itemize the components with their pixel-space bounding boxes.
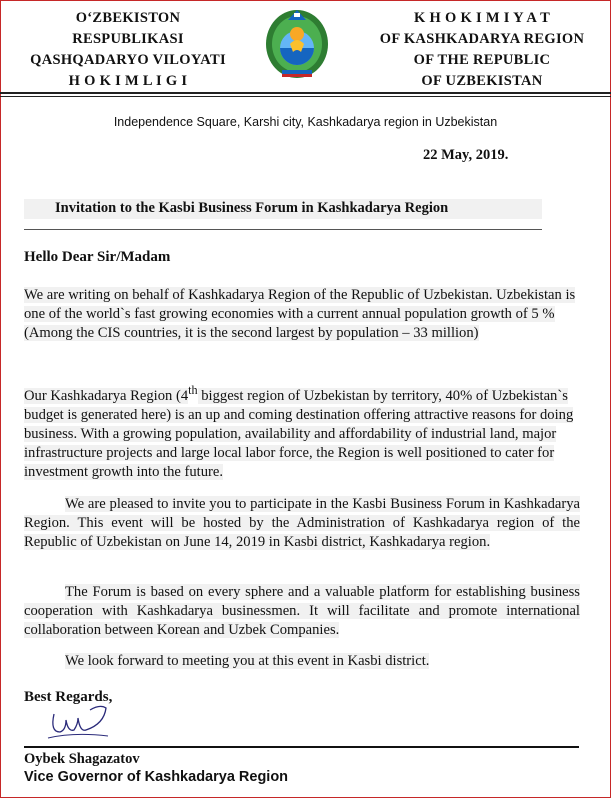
letterhead-english-line-2: OF KASHKADARYA REGION xyxy=(379,31,585,47)
letterhead-english-line-1: K H O K I M I Y A T xyxy=(413,10,551,26)
signer-title: Vice Governor of Kashkadarya Region xyxy=(24,769,289,785)
letterhead-english xyxy=(360,8,604,92)
signature-rule xyxy=(24,746,579,748)
paragraph-region-text-start: Our Kashkadarya Region (4 xyxy=(24,387,189,404)
signature-scribble xyxy=(44,702,114,742)
greeting: Hello Dear Sir/Madam xyxy=(24,249,171,265)
signer-name: Oybek Shagazatov xyxy=(24,751,140,767)
paragraph-invitation xyxy=(24,495,580,552)
header-rule-thin xyxy=(0,96,611,97)
paragraph-region xyxy=(24,381,580,482)
letterhead-uzbek-line-3: QASHQADARYO VILOYATI xyxy=(30,52,226,68)
ordinal-suffix: th xyxy=(188,383,198,397)
paragraph-invitation-text: We are pleased to invite you to participate in the Kasbi Business Forum in Kashkadarya Region. This event will be hosted by the Administration of Kashkadarya region of the Republic of Uzbekistan on June 14, 2019 in Kasbi district, Kashkadarya region. xyxy=(24,496,580,550)
closing-salutation: Best Regards, xyxy=(24,689,113,705)
letterhead-uzbek-line-2: RESPUBLIKASI xyxy=(72,31,184,47)
subject-line xyxy=(24,199,542,230)
letterhead-english-line-4: OF UZBEKISTAN xyxy=(421,73,543,89)
header-rule-thick xyxy=(0,92,611,94)
paragraph-forum xyxy=(24,583,580,640)
letterhead-uzbek-line-4: H O K I M L I G I xyxy=(68,73,188,89)
paragraph-closing xyxy=(24,652,580,671)
paragraph-closing-text: We look forward to meeting you at this event in Kasbi district. xyxy=(65,653,430,669)
paragraph-intro-text: We are writing on behalf of Kashkadarya Region of the Republic of Uzbekistan. Uzbekistan is one of the world`s fast growing economies with a current annual population growth of 5 % (Among the CIS countries, it is the second largest by population – 33 million) xyxy=(24,287,576,341)
letterhead-uzbek xyxy=(10,8,246,92)
paragraph-region-text-end: biggest region of Uzbekistan by territory, 40% of Uzbekistan`s budget is generated here) is an up and coming destination offering attractive reasons for doing business. With a growing population, availability and affordability of industrial land, major infrastructure projects and large local labor force, the Region is well positioned to cater for investment growth into the future. xyxy=(24,387,574,480)
letter-date: 22 May, 2019. xyxy=(423,147,509,163)
letterhead-uzbek-line-1: O‘ZBEKISTON xyxy=(75,10,181,26)
uzbekistan-state-emblem-icon xyxy=(262,4,332,84)
address-line: Independence Square, Karshi city, Kashkadarya region in Uzbekistan xyxy=(113,115,498,129)
letterhead-english-line-3: OF THE REPUBLIC xyxy=(413,52,551,68)
paragraph-intro xyxy=(24,286,580,343)
paragraph-forum-text: The Forum is based on every sphere and a valuable platform for establishing business cooperation with Kashkadarya businessmen. It will facilitate and promote international collaboration between Korean and Uzbek Companies. xyxy=(24,584,580,638)
subject-text: Invitation to the Kasbi Business Forum in Kashkadarya Region xyxy=(55,200,449,216)
